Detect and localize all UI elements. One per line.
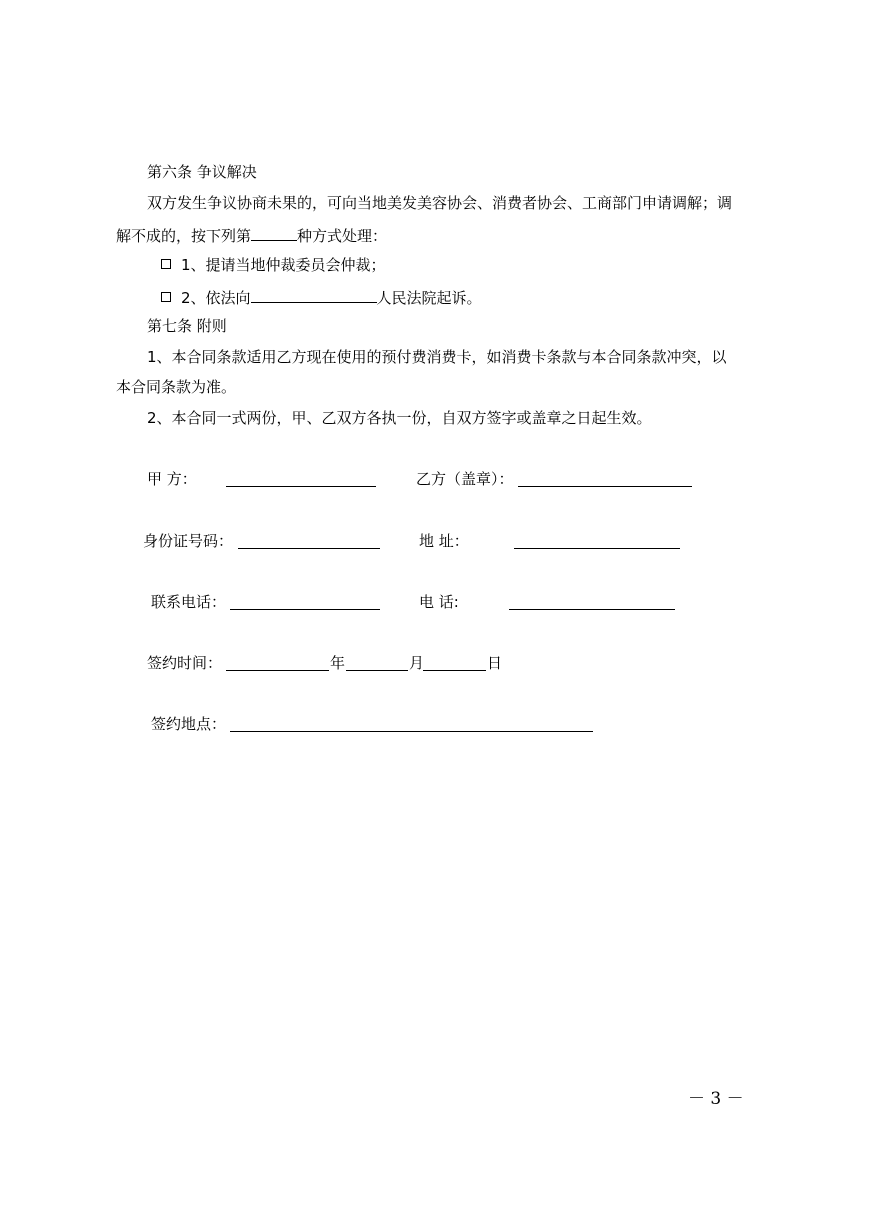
sign-time-label: 签约时间： bbox=[147, 654, 223, 672]
contact-phone-line bbox=[230, 609, 380, 610]
address-label: 地 址： bbox=[419, 532, 469, 550]
sign-place-line bbox=[230, 731, 593, 732]
sign-day-line bbox=[423, 670, 486, 671]
phone-line bbox=[509, 609, 675, 610]
article7-item1-line2: 本合同条款为准。 bbox=[116, 378, 237, 396]
sign-year-line bbox=[226, 670, 329, 671]
court-name-blank bbox=[251, 286, 377, 303]
day-label: 日 bbox=[487, 654, 503, 672]
option-arbitration bbox=[161, 255, 386, 275]
method-number-blank bbox=[251, 224, 297, 241]
page-number: － 3 － bbox=[688, 1089, 744, 1109]
article6-paragraph-line2-end: 种方式处理： bbox=[297, 227, 388, 245]
article6-heading: 第六条 争议解决 bbox=[147, 163, 257, 181]
article7-item1-line1: 1、本合同条款适用乙方现在使用的预付费消费卡，如消费卡条款与本合同条款冲突，以 bbox=[147, 348, 727, 366]
address-line bbox=[514, 548, 680, 549]
sign-month-line bbox=[346, 670, 408, 671]
option-lawsuit-label-end: 人民法院起诉。 bbox=[376, 289, 482, 307]
article6-paragraph-line1: 双方发生争议协商未果的，可向当地美发美容协会、消费者协会、工商部门申请调解；调 bbox=[147, 194, 733, 212]
checkbox-icon bbox=[161, 259, 171, 269]
sign-place-label: 签约地点： bbox=[151, 715, 227, 733]
option-arbitration-label: 1、提请当地仲裁委员会仲裁； bbox=[181, 256, 386, 274]
month-label: 月 bbox=[409, 654, 425, 672]
year-label: 年 bbox=[330, 654, 346, 672]
phone-label: 电 话: bbox=[419, 593, 459, 611]
option-lawsuit-label-start: 2、依法向 bbox=[181, 289, 251, 307]
contact-phone-label: 联系电话： bbox=[151, 593, 227, 611]
article7-item2: 2、本合同一式两份，甲、乙双方各执一份，自双方签字或盖章之日起生效。 bbox=[147, 409, 652, 427]
checkbox-icon bbox=[161, 292, 171, 302]
article7-heading: 第七条 附则 bbox=[147, 317, 227, 335]
article6-paragraph-line2-start: 解不成的，按下列第 bbox=[116, 227, 252, 245]
party-b-label: 乙方（盖章）： bbox=[416, 470, 514, 488]
party-b-line bbox=[518, 486, 692, 487]
party-a-line bbox=[226, 486, 376, 487]
option-lawsuit bbox=[161, 286, 482, 308]
id-number-line bbox=[238, 548, 380, 549]
party-a-label: 甲 方： bbox=[147, 470, 197, 488]
id-number-label: 身份证号码： bbox=[143, 532, 234, 550]
article6-paragraph-line2 bbox=[116, 224, 387, 246]
